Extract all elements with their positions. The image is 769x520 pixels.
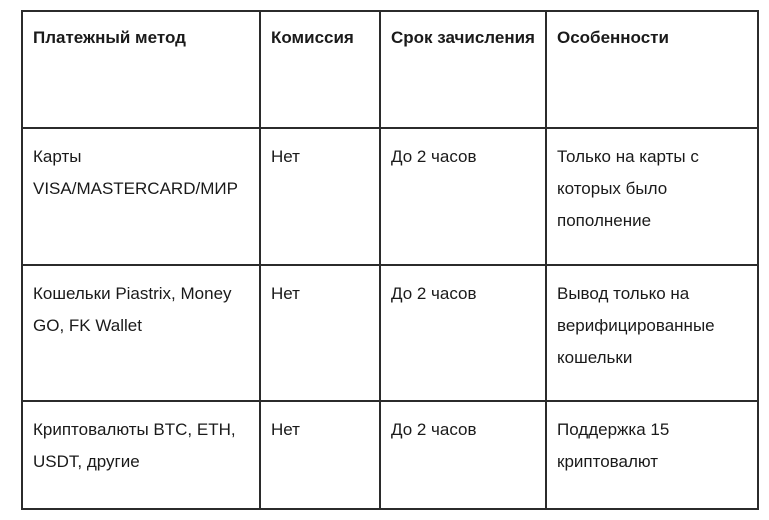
cell-features: Только на карты с которых было пополнение [546,128,758,265]
payment-methods-table [21,10,759,510]
header-payment-method: Платежный метод [22,11,260,128]
cell-fee: Нет [260,265,380,401]
table-row [22,128,758,265]
cell-fee: Нет [260,128,380,265]
cell-features: Поддержка 15 криптовалют [546,401,758,509]
table-row [22,265,758,401]
cell-method: Карты VISA/MASTERCARD/МИР [22,128,260,265]
cell-method: Кошельки Piastrix, Money GO, FK Wallet [22,265,260,401]
header-fee: Комиссия [260,11,380,128]
cell-time: До 2 часов [380,401,546,509]
cell-time: До 2 часов [380,265,546,401]
cell-fee: Нет [260,401,380,509]
header-processing-time: Срок зачисления [380,11,546,128]
cell-method: Криптовалюты BTC, ETH, USDT, другие [22,401,260,509]
cell-time: До 2 часов [380,128,546,265]
table-header-row [22,11,758,128]
table-row [22,401,758,509]
cell-features: Вывод только на верифицированные кошельки [546,265,758,401]
header-features: Особенности [546,11,758,128]
